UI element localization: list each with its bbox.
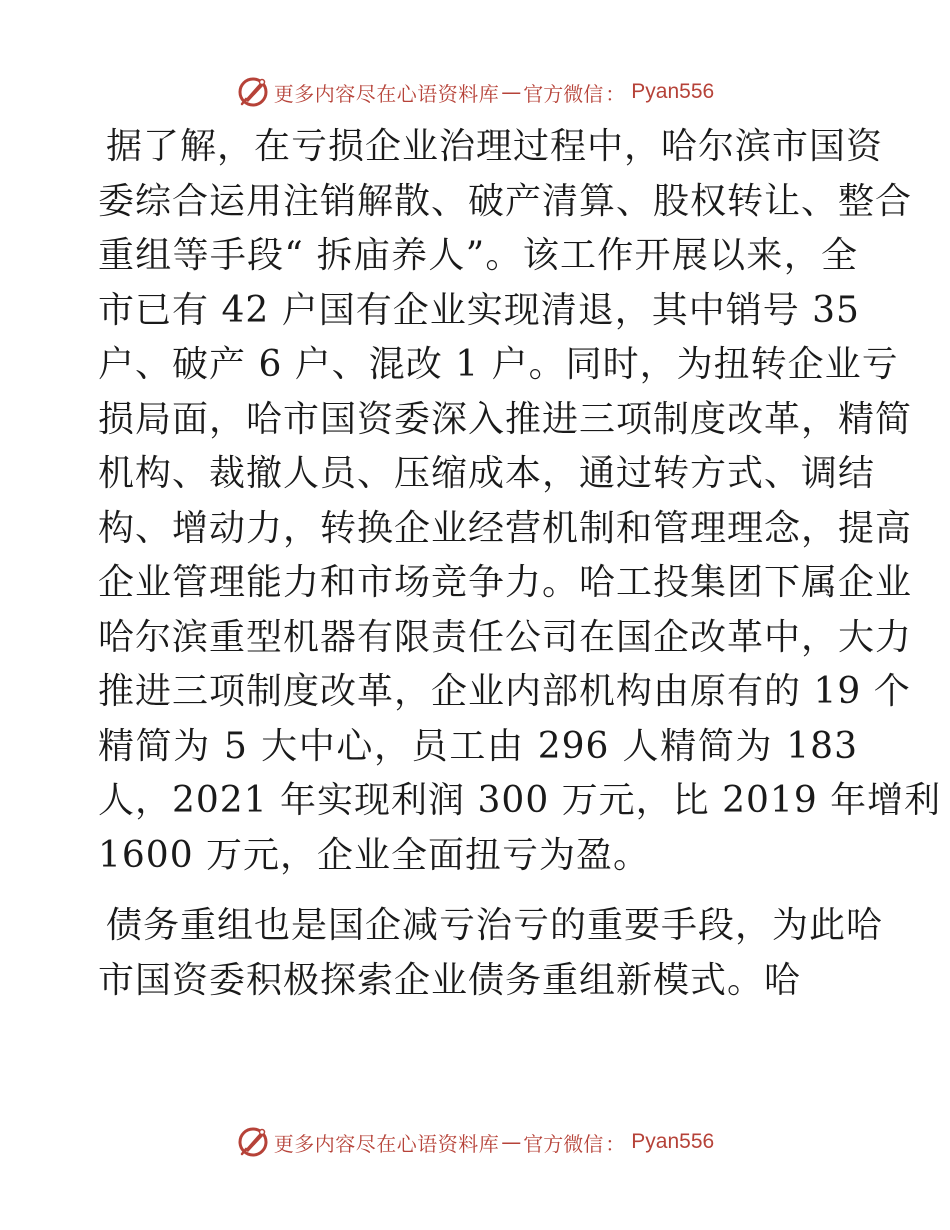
quill-circle-logo-icon xyxy=(236,75,270,109)
banner-title: 更多内容尽在心语资料库 xyxy=(273,81,500,106)
banner-dash: — xyxy=(501,1130,522,1154)
text-line: 推进三项制度改革，企业内部机构由原有的 19 个 xyxy=(98,671,911,712)
banner-colon: ： xyxy=(605,1131,626,1156)
paragraph-1 xyxy=(98,120,942,883)
banner-dash: — xyxy=(501,80,522,104)
text-line: 构、增动力，转换企业经营机制和管理理念，提高 xyxy=(98,507,913,549)
header-banner xyxy=(0,72,950,112)
text-line: 市已有 42 户国有企业实现清退，其中销号 35 xyxy=(98,289,860,331)
banner-wechat-id: Pyan556 xyxy=(631,1130,715,1153)
text-line: 1600 万元，企业全面扭亏为盈。 xyxy=(98,834,651,876)
text-line: 户、破产 6 户、混改 1 户。同时，为扭转企业亏 xyxy=(98,344,899,385)
text-line: 机构、裁撤人员、压缩成本，通过转方式、调结 xyxy=(98,453,876,494)
banner-title: 更多内容尽在心语资料库 xyxy=(273,1131,500,1156)
document-body xyxy=(98,120,942,1024)
footer-banner xyxy=(0,1122,950,1162)
banner-wechat-id: Pyan556 xyxy=(631,80,715,103)
paragraph-2 xyxy=(98,899,884,1008)
text-line: 重组等手段“ 拆庙养人”。该工作开展以来，全 xyxy=(98,235,858,276)
quill-circle-logo-icon xyxy=(236,1125,270,1159)
text-line: 企业管理能力和市场竞争力。哈工投集团下属企业 xyxy=(98,562,913,603)
text-line: 精简为 5 大中心，员工由 296 人精简为 183 xyxy=(98,725,858,767)
text-line: 市国资委积极探索企业债务重组新模式。哈 xyxy=(98,959,802,1001)
text-line: 哈尔滨重型机器有限责任公司在国企改革中，大力 xyxy=(98,616,913,658)
banner-colon: ： xyxy=(605,81,626,106)
text-line: 损局面，哈市国资委深入推进三项制度改革，精简 xyxy=(98,398,913,440)
text-line: 据了解，在亏损企业治理过程中，哈尔滨市国资 xyxy=(106,126,884,167)
text-line: 债务重组也是国企减亏治亏的重要手段，为此哈 xyxy=(106,905,884,946)
banner-wechat-label: 官方微信 xyxy=(523,81,604,106)
banner-wechat-label: 官方微信 xyxy=(523,1131,604,1156)
text-line: 委综合运用注销解散、破产清算、股权转让、整合 xyxy=(98,180,913,222)
text-line: 人，2021 年实现利润 300 万元，比 2019 年增利 xyxy=(98,780,942,821)
